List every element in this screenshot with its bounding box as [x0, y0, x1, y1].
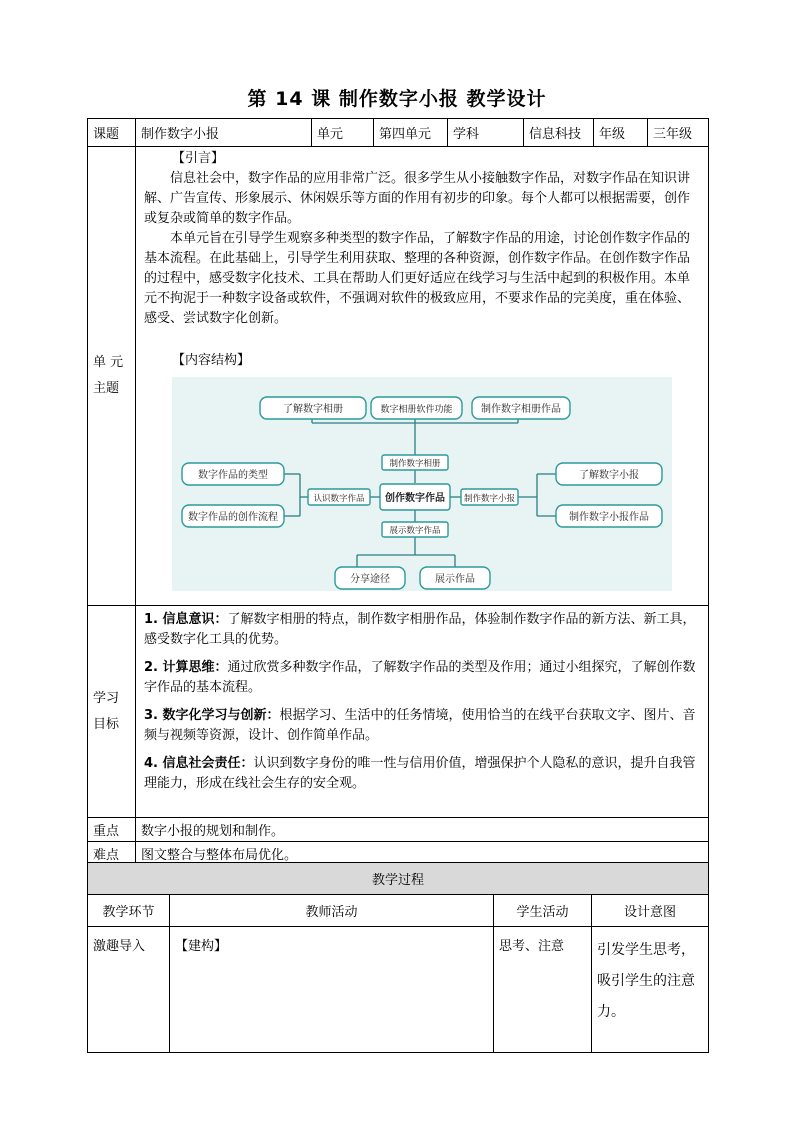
- node-center: 创作数字作品: [385, 493, 445, 504]
- goals-label: [88, 606, 136, 818]
- unit-theme-row: [88, 147, 709, 606]
- node-right-branch: 制作数字小报: [463, 494, 516, 504]
- subject-label: 学科: [448, 119, 524, 147]
- theme-content: [136, 147, 709, 606]
- goal-head: 1. 信息意识：: [144, 612, 228, 627]
- node-bottom-branch: 展示数字作品: [389, 526, 441, 536]
- unit-value: 第四单元: [374, 119, 448, 147]
- node-bottom-1: 分享途径: [350, 574, 390, 585]
- header-row: [88, 119, 709, 147]
- goal-text: 根据学习、生活中的任务情境，使用恰当的在线平台获取文字、图片、音频与视频等资源，设计、创作简单作品。: [144, 708, 696, 743]
- intro-paragraph-2: 本单元旨在引导学生观察多种类型的数字作品，了解数字作品的用途，讨论创作数字作品的基本流程。在此基础上，引导学生利用获取、整理的各种资源，创作数字作品。在创作数字作品的过程中，感受数字化技术、工具在帮助人们更好适应在线学习与生活中起到的积极作用。本单元不拘泥于一种数字设备或软件，不强调对软件的极致应用，不要求作品的完美度，重在体验、感受、尝试数字化创新。: [144, 231, 691, 326]
- difficulty-value: 图文整合与整体布局优化。: [136, 842, 709, 866]
- goal-text: 了解数字相册的特点，制作数字相册作品，体验制作数字作品的新方法、新工具，感受数字化工具的优势。: [144, 612, 696, 647]
- stage-cell: 激趣导入: [88, 927, 170, 1053]
- intro-paragraph-1: 信息社会中，数字作品的应用非常广泛。很多学生从小接触数字作品，对数字作品在知识讲解、广告宣传、形象展示、休闲娱乐等方面的作用有初步的印象。每个人都可以根据需要，创作或复杂或简单的数字作品。: [144, 171, 691, 226]
- node-right-2: 制作数字小报作品: [569, 512, 649, 523]
- theme-label: [88, 147, 136, 606]
- theme-label-line2: 主题: [93, 381, 120, 396]
- goal-head: 3. 数字化学习与创新：: [144, 708, 280, 723]
- node-left-2: 数字作品的创作流程: [188, 512, 278, 523]
- process-row: [88, 927, 709, 1053]
- goal-head: 2. 计算思维：: [144, 660, 228, 675]
- goals-label-line2: 目标: [93, 716, 120, 732]
- goal-text: 认识到数字身份的唯一性与信用价值，增强保护个人隐私的意识，提升自我管理能力，形成在线社会生存的安全观。: [144, 756, 696, 791]
- learning-goals-row: [88, 606, 709, 818]
- node-left-branch: 认识数字作品: [313, 494, 365, 504]
- key-point-row: [88, 818, 709, 842]
- node-bottom-2: 展示作品: [435, 574, 475, 585]
- lesson-value: 制作数字小报: [136, 119, 312, 147]
- node-top-3: 制作数字相册作品: [481, 404, 561, 415]
- student-cell: 思考、注意: [494, 927, 592, 1053]
- goal-item: [144, 610, 700, 650]
- process-title-row: [88, 863, 709, 895]
- grade-value: 三年级: [648, 119, 709, 147]
- subject-value: 信息科技: [524, 119, 594, 147]
- header-intent: 设计意图: [592, 895, 709, 927]
- intro-heading: 【引言】: [172, 151, 225, 166]
- unit-label: 单元: [312, 119, 374, 147]
- teaching-process-table: [87, 862, 709, 1053]
- grade-label: 年级: [594, 119, 648, 147]
- process-header-row: [88, 895, 709, 927]
- node-top-2: 数字相册软件功能: [380, 405, 453, 415]
- document-title: 第 14 课 制作数字小报 教学设计: [247, 88, 547, 110]
- goal-item: [144, 658, 700, 698]
- header-student: 学生活动: [494, 895, 592, 927]
- header-teacher: 教师活动: [170, 895, 494, 927]
- content-structure-diagram: [172, 377, 672, 591]
- goal-item: [144, 754, 700, 794]
- goal-head: 4. 信息社会责任：: [144, 756, 254, 771]
- unit-info-table: [87, 118, 709, 866]
- node-top-branch: 制作数字相册: [389, 459, 441, 469]
- header-stage: 教学环节: [88, 895, 170, 927]
- intent-cell: 引发学生思考，吸引学生的注意力。: [592, 927, 709, 1053]
- theme-label-line1: 单 元: [93, 355, 124, 370]
- teacher-cell: 【建构】: [170, 927, 494, 1053]
- structure-heading: 【内容结构】: [172, 353, 251, 368]
- node-left-1: 数字作品的类型: [198, 470, 268, 481]
- node-top-1: 了解数字相册: [283, 404, 343, 415]
- lesson-label: 课题: [88, 119, 136, 147]
- goals-label-line1: 学习: [93, 690, 120, 706]
- goal-item: [144, 706, 700, 746]
- key-point-value: 数字小报的规划和制作。: [136, 818, 709, 842]
- goals-content: [136, 606, 709, 818]
- key-point-label: 重点: [88, 818, 136, 842]
- node-right-1: 了解数字小报: [579, 470, 639, 481]
- process-title: 教学过程: [88, 863, 709, 895]
- difficulty-label: 难点: [88, 842, 136, 866]
- goal-text: 通过欣赏多种数字作品，了解数字作品的类型及作用；通过小组探究，了解创作数字作品的基本流程。: [144, 660, 696, 695]
